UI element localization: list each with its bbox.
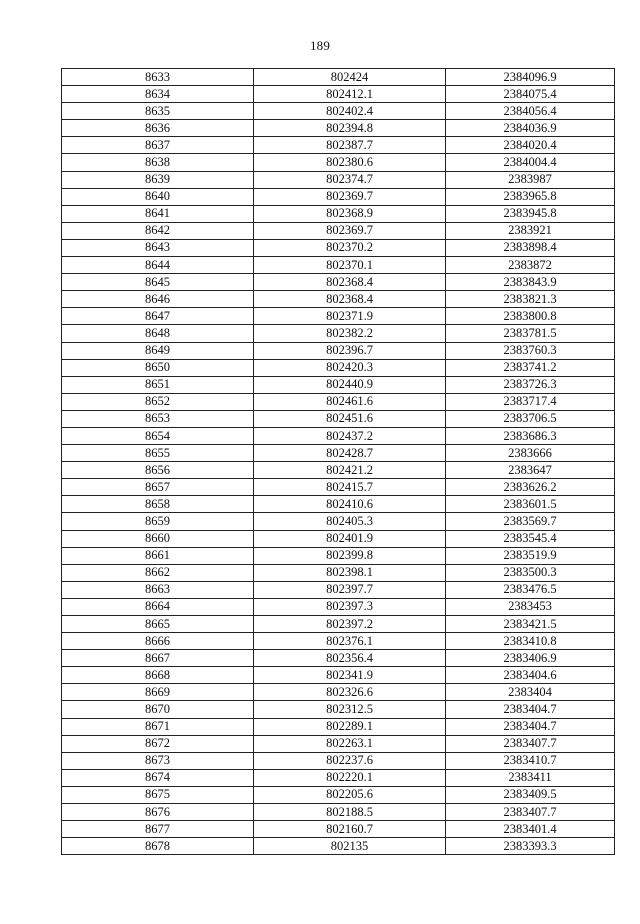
table-row — [62, 205, 615, 222]
x-coordinate-cell: 802428.7 — [254, 445, 446, 462]
x-coordinate-cell: 802205.6 — [254, 786, 446, 803]
y-coordinate-cell: 2383843.9 — [446, 274, 615, 291]
point-number-cell: 8665 — [62, 616, 254, 633]
y-coordinate-cell: 2383410.8 — [446, 633, 615, 650]
y-coordinate-cell: 2383409.5 — [446, 786, 615, 803]
x-coordinate-cell: 802368.4 — [254, 291, 446, 308]
y-coordinate-cell: 2384036.9 — [446, 120, 615, 137]
y-coordinate-cell: 2383706.5 — [446, 410, 615, 427]
y-coordinate-cell: 2383476.5 — [446, 581, 615, 598]
point-number-cell: 8675 — [62, 786, 254, 803]
point-number-cell: 8678 — [62, 838, 254, 855]
point-number-cell: 8639 — [62, 171, 254, 188]
table-row — [62, 633, 615, 650]
table-row — [62, 496, 615, 513]
x-coordinate-cell: 802356.4 — [254, 650, 446, 667]
table-row — [62, 462, 615, 479]
y-coordinate-cell: 2383569.7 — [446, 513, 615, 530]
table-row — [62, 786, 615, 803]
table-row — [62, 838, 615, 855]
point-number-cell: 8658 — [62, 496, 254, 513]
x-coordinate-cell: 802160.7 — [254, 821, 446, 838]
point-number-cell: 8644 — [62, 257, 254, 274]
point-number-cell: 8647 — [62, 308, 254, 325]
x-coordinate-cell: 802220.1 — [254, 769, 446, 786]
table-row — [62, 616, 615, 633]
table-row — [62, 154, 615, 171]
point-number-cell: 8662 — [62, 564, 254, 581]
point-number-cell: 8655 — [62, 445, 254, 462]
y-coordinate-cell: 2383406.9 — [446, 650, 615, 667]
y-coordinate-cell: 2383965.8 — [446, 188, 615, 205]
y-coordinate-cell: 2383800.8 — [446, 308, 615, 325]
x-coordinate-cell: 802263.1 — [254, 735, 446, 752]
table-row — [62, 769, 615, 786]
point-number-cell: 8670 — [62, 701, 254, 718]
point-number-cell: 8672 — [62, 735, 254, 752]
table-row — [62, 598, 615, 615]
y-coordinate-cell: 2383601.5 — [446, 496, 615, 513]
x-coordinate-cell: 802410.6 — [254, 496, 446, 513]
coordinates-table-body — [62, 69, 615, 855]
table-row — [62, 69, 615, 86]
table-row — [62, 530, 615, 547]
table-row — [62, 308, 615, 325]
x-coordinate-cell: 802382.2 — [254, 325, 446, 342]
table-row — [62, 821, 615, 838]
x-coordinate-cell: 802396.7 — [254, 342, 446, 359]
y-coordinate-cell: 2383453 — [446, 598, 615, 615]
point-number-cell: 8674 — [62, 769, 254, 786]
x-coordinate-cell: 802380.6 — [254, 154, 446, 171]
y-coordinate-cell: 2383898.4 — [446, 239, 615, 256]
point-number-cell: 8643 — [62, 239, 254, 256]
x-coordinate-cell: 802399.8 — [254, 547, 446, 564]
x-coordinate-cell: 802402.4 — [254, 103, 446, 120]
y-coordinate-cell: 2383500.3 — [446, 564, 615, 581]
point-number-cell: 8677 — [62, 821, 254, 838]
x-coordinate-cell: 802369.7 — [254, 188, 446, 205]
point-number-cell: 8654 — [62, 427, 254, 444]
x-coordinate-cell: 802461.6 — [254, 393, 446, 410]
table-row — [62, 376, 615, 393]
x-coordinate-cell: 802397.2 — [254, 616, 446, 633]
x-coordinate-cell: 802440.9 — [254, 376, 446, 393]
y-coordinate-cell: 2383545.4 — [446, 530, 615, 547]
point-number-cell: 8669 — [62, 684, 254, 701]
y-coordinate-cell: 2383741.2 — [446, 359, 615, 376]
x-coordinate-cell: 802368.4 — [254, 274, 446, 291]
x-coordinate-cell: 802341.9 — [254, 667, 446, 684]
x-coordinate-cell: 802424 — [254, 69, 446, 86]
page-number: 189 — [309, 38, 331, 53]
x-coordinate-cell: 802135 — [254, 838, 446, 855]
point-number-cell: 8656 — [62, 462, 254, 479]
table-row — [62, 427, 615, 444]
table-row — [62, 650, 615, 667]
y-coordinate-cell: 2383404 — [446, 684, 615, 701]
table-row — [62, 581, 615, 598]
point-number-cell: 8653 — [62, 410, 254, 427]
table-row — [62, 86, 615, 103]
x-coordinate-cell: 802387.7 — [254, 137, 446, 154]
y-coordinate-cell: 2384020.4 — [446, 137, 615, 154]
table-row — [62, 188, 615, 205]
table-row — [62, 171, 615, 188]
table-row — [62, 137, 615, 154]
point-number-cell: 8668 — [62, 667, 254, 684]
table-row — [62, 564, 615, 581]
x-coordinate-cell: 802368.9 — [254, 205, 446, 222]
table-row — [62, 120, 615, 137]
y-coordinate-cell: 2383407.7 — [446, 735, 615, 752]
y-coordinate-cell: 2383647 — [446, 462, 615, 479]
x-coordinate-cell: 802370.2 — [254, 239, 446, 256]
x-coordinate-cell: 802374.7 — [254, 171, 446, 188]
table-row — [62, 291, 615, 308]
point-number-cell: 8650 — [62, 359, 254, 376]
y-coordinate-cell: 2383404.6 — [446, 667, 615, 684]
table-row — [62, 359, 615, 376]
point-number-cell: 8666 — [62, 633, 254, 650]
coordinates-table — [61, 68, 615, 855]
x-coordinate-cell: 802289.1 — [254, 718, 446, 735]
y-coordinate-cell: 2383421.5 — [446, 616, 615, 633]
point-number-cell: 8671 — [62, 718, 254, 735]
table-row — [62, 513, 615, 530]
point-number-cell: 8673 — [62, 752, 254, 769]
table-row — [62, 667, 615, 684]
y-coordinate-cell: 2384004.4 — [446, 154, 615, 171]
table-row — [62, 239, 615, 256]
point-number-cell: 8636 — [62, 120, 254, 137]
x-coordinate-cell: 802451.6 — [254, 410, 446, 427]
point-number-cell: 8642 — [62, 222, 254, 239]
x-coordinate-cell: 802420.3 — [254, 359, 446, 376]
y-coordinate-cell: 2384075.4 — [446, 86, 615, 103]
table-row — [62, 410, 615, 427]
y-coordinate-cell: 2383404.7 — [446, 701, 615, 718]
y-coordinate-cell: 2383726.3 — [446, 376, 615, 393]
x-coordinate-cell: 802405.3 — [254, 513, 446, 530]
table-row — [62, 393, 615, 410]
point-number-cell: 8659 — [62, 513, 254, 530]
y-coordinate-cell: 2383717.4 — [446, 393, 615, 410]
x-coordinate-cell: 802401.9 — [254, 530, 446, 547]
point-number-cell: 8635 — [62, 103, 254, 120]
x-coordinate-cell: 802376.1 — [254, 633, 446, 650]
point-number-cell: 8640 — [62, 188, 254, 205]
x-coordinate-cell: 802312.5 — [254, 701, 446, 718]
y-coordinate-cell: 2383411 — [446, 769, 615, 786]
point-number-cell: 8641 — [62, 205, 254, 222]
x-coordinate-cell: 802397.3 — [254, 598, 446, 615]
x-coordinate-cell: 802370.1 — [254, 257, 446, 274]
table-row — [62, 735, 615, 752]
x-coordinate-cell: 802369.7 — [254, 222, 446, 239]
table-row — [62, 274, 615, 291]
point-number-cell: 8667 — [62, 650, 254, 667]
y-coordinate-cell: 2383781.5 — [446, 325, 615, 342]
y-coordinate-cell: 2383393.3 — [446, 838, 615, 855]
y-coordinate-cell: 2384096.9 — [446, 69, 615, 86]
table-row — [62, 222, 615, 239]
y-coordinate-cell: 2383987 — [446, 171, 615, 188]
point-number-cell: 8638 — [62, 154, 254, 171]
x-coordinate-cell: 802421.2 — [254, 462, 446, 479]
table-row — [62, 684, 615, 701]
point-number-cell: 8664 — [62, 598, 254, 615]
table-row — [62, 479, 615, 496]
y-coordinate-cell: 2383760.3 — [446, 342, 615, 359]
y-coordinate-cell: 2383921 — [446, 222, 615, 239]
point-number-cell: 8652 — [62, 393, 254, 410]
y-coordinate-cell: 2383821.3 — [446, 291, 615, 308]
table-row — [62, 342, 615, 359]
x-coordinate-cell: 802188.5 — [254, 804, 446, 821]
x-coordinate-cell: 802412.1 — [254, 86, 446, 103]
y-coordinate-cell: 2383401.4 — [446, 821, 615, 838]
y-coordinate-cell: 2383519.9 — [446, 547, 615, 564]
x-coordinate-cell: 802237.6 — [254, 752, 446, 769]
y-coordinate-cell: 2383666 — [446, 445, 615, 462]
point-number-cell: 8657 — [62, 479, 254, 496]
table-row — [62, 804, 615, 821]
point-number-cell: 8645 — [62, 274, 254, 291]
point-number-cell: 8676 — [62, 804, 254, 821]
table-row — [62, 325, 615, 342]
point-number-cell: 8661 — [62, 547, 254, 564]
table-row — [62, 547, 615, 564]
table-row — [62, 445, 615, 462]
table-row — [62, 718, 615, 735]
point-number-cell: 8634 — [62, 86, 254, 103]
x-coordinate-cell: 802415.7 — [254, 479, 446, 496]
y-coordinate-cell: 2383872 — [446, 257, 615, 274]
point-number-cell: 8663 — [62, 581, 254, 598]
table-row — [62, 257, 615, 274]
y-coordinate-cell: 2383404.7 — [446, 718, 615, 735]
y-coordinate-cell: 2384056.4 — [446, 103, 615, 120]
point-number-cell: 8633 — [62, 69, 254, 86]
y-coordinate-cell: 2383686.3 — [446, 427, 615, 444]
x-coordinate-cell: 802397.7 — [254, 581, 446, 598]
x-coordinate-cell: 802394.8 — [254, 120, 446, 137]
point-number-cell: 8637 — [62, 137, 254, 154]
table-row — [62, 752, 615, 769]
x-coordinate-cell: 802371.9 — [254, 308, 446, 325]
y-coordinate-cell: 2383410.7 — [446, 752, 615, 769]
point-number-cell: 8651 — [62, 376, 254, 393]
y-coordinate-cell: 2383945.8 — [446, 205, 615, 222]
x-coordinate-cell: 802437.2 — [254, 427, 446, 444]
table-row — [62, 103, 615, 120]
point-number-cell: 8648 — [62, 325, 254, 342]
point-number-cell: 8646 — [62, 291, 254, 308]
x-coordinate-cell: 802398.1 — [254, 564, 446, 581]
point-number-cell: 8649 — [62, 342, 254, 359]
y-coordinate-cell: 2383407.7 — [446, 804, 615, 821]
table-row — [62, 701, 615, 718]
point-number-cell: 8660 — [62, 530, 254, 547]
y-coordinate-cell: 2383626.2 — [446, 479, 615, 496]
x-coordinate-cell: 802326.6 — [254, 684, 446, 701]
